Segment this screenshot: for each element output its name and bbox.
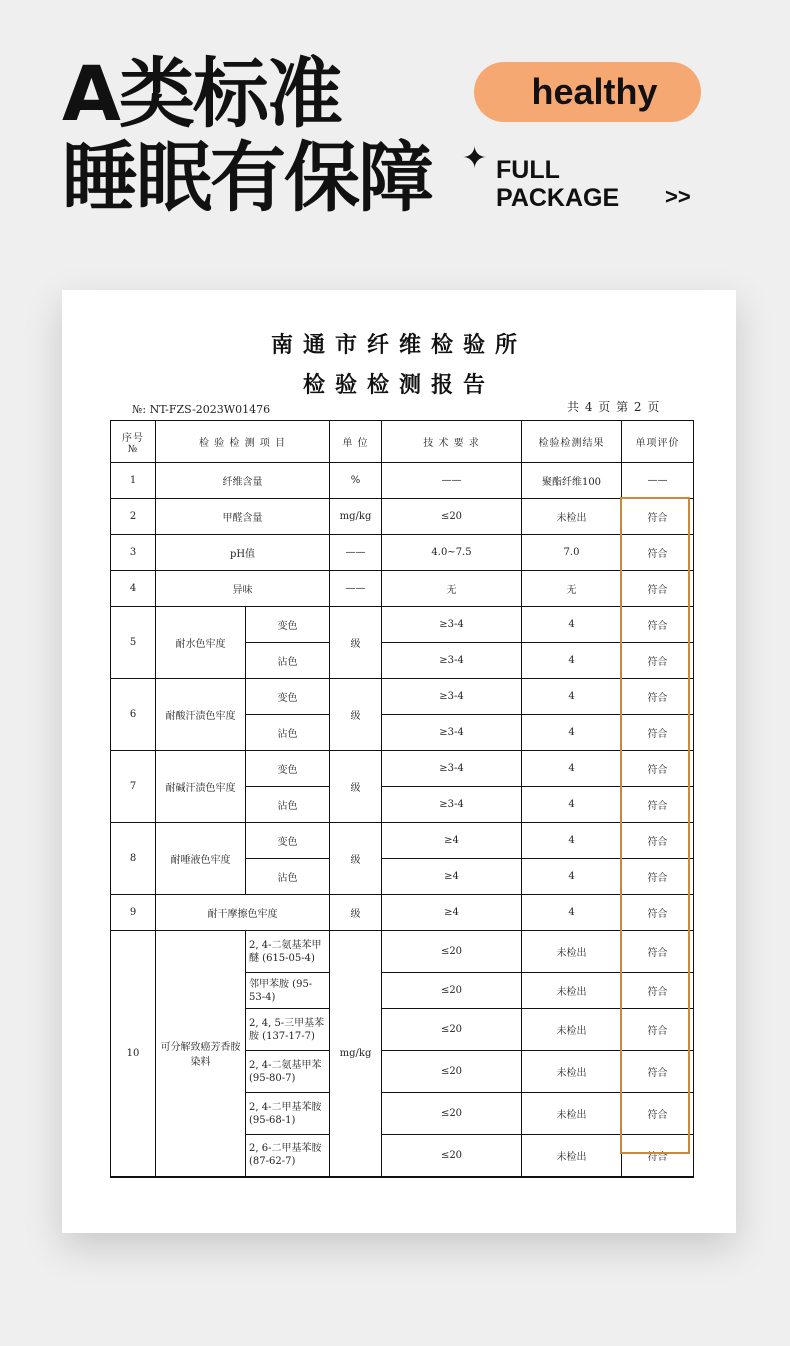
- test-item: 耐水色牢度: [156, 607, 246, 679]
- row-number: 3: [111, 535, 156, 571]
- table-row: [111, 571, 694, 607]
- requirement: ≤20: [382, 1135, 522, 1177]
- result: 7.0: [522, 535, 622, 571]
- table-row: [111, 931, 694, 973]
- requirement: 无: [382, 571, 522, 607]
- requirement: ≥3-4: [382, 643, 522, 679]
- table-row: [111, 895, 694, 931]
- unit: ——: [330, 535, 382, 571]
- unit: 级: [330, 607, 382, 679]
- sub-item: 2, 6-二甲基苯胺 (87-62-7): [246, 1135, 330, 1177]
- evaluation: 符合: [622, 571, 694, 607]
- evaluation: 符合: [622, 535, 694, 571]
- evaluation: ——: [622, 463, 694, 499]
- row-number: 2: [111, 499, 156, 535]
- requirement: ≥3-4: [382, 679, 522, 715]
- table-row: [111, 535, 694, 571]
- evaluation: 符合: [622, 607, 694, 643]
- report-organization: 南通市纤维检验所: [270, 332, 527, 358]
- test-item: 耐唾液色牢度: [156, 823, 246, 895]
- test-item: 耐碱汗渍色牢度: [156, 751, 246, 823]
- evaluation: 符合: [622, 931, 694, 973]
- table-row: [111, 751, 694, 787]
- result: 4: [522, 715, 622, 751]
- headline-line-2: 睡眠有保障: [62, 133, 432, 222]
- evaluation: 符合: [622, 1093, 694, 1135]
- requirement: ≥3-4: [382, 607, 522, 643]
- evaluation: 符合: [622, 1009, 694, 1051]
- unit: %: [330, 463, 382, 499]
- requirement: ≤20: [382, 973, 522, 1009]
- row-number: 5: [111, 607, 156, 679]
- sub-item: 2, 4-二氨基苯甲醚 (615-05-4): [246, 931, 330, 973]
- unit: 级: [330, 895, 382, 931]
- result: 未检出: [522, 973, 622, 1009]
- test-item: 耐酸汗渍色牢度: [156, 679, 246, 751]
- sub-item: 2, 4-二氨基甲苯 (95-80-7): [246, 1051, 330, 1093]
- evaluation: 符合: [622, 499, 694, 535]
- table-row: [111, 463, 694, 499]
- result: 4: [522, 607, 622, 643]
- requirement: ≤20: [382, 499, 522, 535]
- row-number: 6: [111, 679, 156, 751]
- evaluation: 符合: [622, 973, 694, 1009]
- requirement: ≥3-4: [382, 751, 522, 787]
- test-item: 耐干摩擦色牢度: [156, 895, 330, 931]
- result: 未检出: [522, 931, 622, 973]
- headline-line-1: A类标准: [62, 49, 341, 138]
- sub-item: 沾色: [246, 643, 330, 679]
- test-report-document: [62, 290, 736, 1233]
- header-result: 检验检测结果: [522, 421, 622, 463]
- table-row: [111, 499, 694, 535]
- result: 4: [522, 643, 622, 679]
- test-item: 异味: [156, 571, 330, 607]
- sub-item: 变色: [246, 823, 330, 859]
- requirement: ≤20: [382, 1009, 522, 1051]
- result: 无: [522, 571, 622, 607]
- evaluation: 符合: [622, 895, 694, 931]
- header-seq: 序号 №: [111, 421, 156, 463]
- requirement: ≥3-4: [382, 715, 522, 751]
- result: 未检出: [522, 1135, 622, 1177]
- test-item: 可分解致癌芳香胺染料: [156, 931, 246, 1177]
- unit: 级: [330, 751, 382, 823]
- evaluation: 符合: [622, 643, 694, 679]
- sub-item: 变色: [246, 607, 330, 643]
- report-table: [110, 420, 694, 1178]
- row-number: 7: [111, 751, 156, 823]
- sub-item: 2, 4-二甲基苯胺 (95-68-1): [246, 1093, 330, 1135]
- header-requirement: 技 术 要 求: [382, 421, 522, 463]
- result: 4: [522, 823, 622, 859]
- requirement: ≥4: [382, 895, 522, 931]
- report-number: №: NT-FZS-2023W01476: [132, 403, 271, 416]
- result: 4: [522, 679, 622, 715]
- evaluation: 符合: [622, 823, 694, 859]
- sub-item: 变色: [246, 751, 330, 787]
- requirement: ≥4: [382, 859, 522, 895]
- requirement: 4.0~7.5: [382, 535, 522, 571]
- result: 4: [522, 859, 622, 895]
- result: 4: [522, 751, 622, 787]
- requirement: ≤20: [382, 1093, 522, 1135]
- full-package-line-2: PACKAGE: [496, 184, 620, 212]
- table-row: [111, 823, 694, 859]
- sub-item: 邻甲苯胺 (95-53-4): [246, 973, 330, 1009]
- row-number: 9: [111, 895, 156, 931]
- unit: mg/kg: [330, 499, 382, 535]
- header-item: 检 验 检 测 项 目: [156, 421, 330, 463]
- result: 4: [522, 895, 622, 931]
- requirement: ≤20: [382, 1051, 522, 1093]
- result: 4: [522, 787, 622, 823]
- evaluation: 符合: [622, 679, 694, 715]
- evaluation: 符合: [622, 715, 694, 751]
- page-counter: 共 4 页 第 2 页: [567, 400, 661, 414]
- result: 聚酯纤维100: [522, 463, 622, 499]
- evaluation: 符合: [622, 1051, 694, 1093]
- healthy-badge: healthy: [474, 62, 701, 122]
- requirement: ——: [382, 463, 522, 499]
- sub-item: 变色: [246, 679, 330, 715]
- unit: ——: [330, 571, 382, 607]
- row-number: 1: [111, 463, 156, 499]
- header-evaluation: 单项评价: [622, 421, 694, 463]
- requirement: ≤20: [382, 931, 522, 973]
- full-package-label: [496, 156, 619, 212]
- header-unit: 单 位: [330, 421, 382, 463]
- sparkle-icon: ✦: [462, 141, 488, 176]
- test-item: 甲醛含量: [156, 499, 330, 535]
- full-package-line-1: FULL: [496, 156, 560, 184]
- unit: mg/kg: [330, 931, 382, 1177]
- table-row: [111, 607, 694, 643]
- result: 未检出: [522, 1093, 622, 1135]
- requirement: ≥3-4: [382, 787, 522, 823]
- double-arrow-icon: >>: [665, 184, 691, 209]
- table-header-row: [111, 421, 694, 463]
- requirement: ≥4: [382, 823, 522, 859]
- table-row: [111, 679, 694, 715]
- row-number: 4: [111, 571, 156, 607]
- evaluation: 符合: [622, 859, 694, 895]
- sub-item: 沾色: [246, 787, 330, 823]
- unit: 级: [330, 679, 382, 751]
- result: 未检出: [522, 1051, 622, 1093]
- sub-item: 2, 4, 5-三甲基苯胺 (137-17-7): [246, 1009, 330, 1051]
- result: 未检出: [522, 499, 622, 535]
- result: 未检出: [522, 1009, 622, 1051]
- report-title: 检验检测报告: [302, 372, 495, 398]
- row-number: 10: [111, 931, 156, 1177]
- sub-item: 沾色: [246, 859, 330, 895]
- sub-item: 沾色: [246, 715, 330, 751]
- evaluation: 符合: [622, 787, 694, 823]
- row-number: 8: [111, 823, 156, 895]
- evaluation: 符合: [622, 751, 694, 787]
- test-item: 纤维含量: [156, 463, 330, 499]
- headline: [62, 49, 432, 222]
- evaluation: 符合: [622, 1135, 694, 1177]
- test-item: pH值: [156, 535, 330, 571]
- unit: 级: [330, 823, 382, 895]
